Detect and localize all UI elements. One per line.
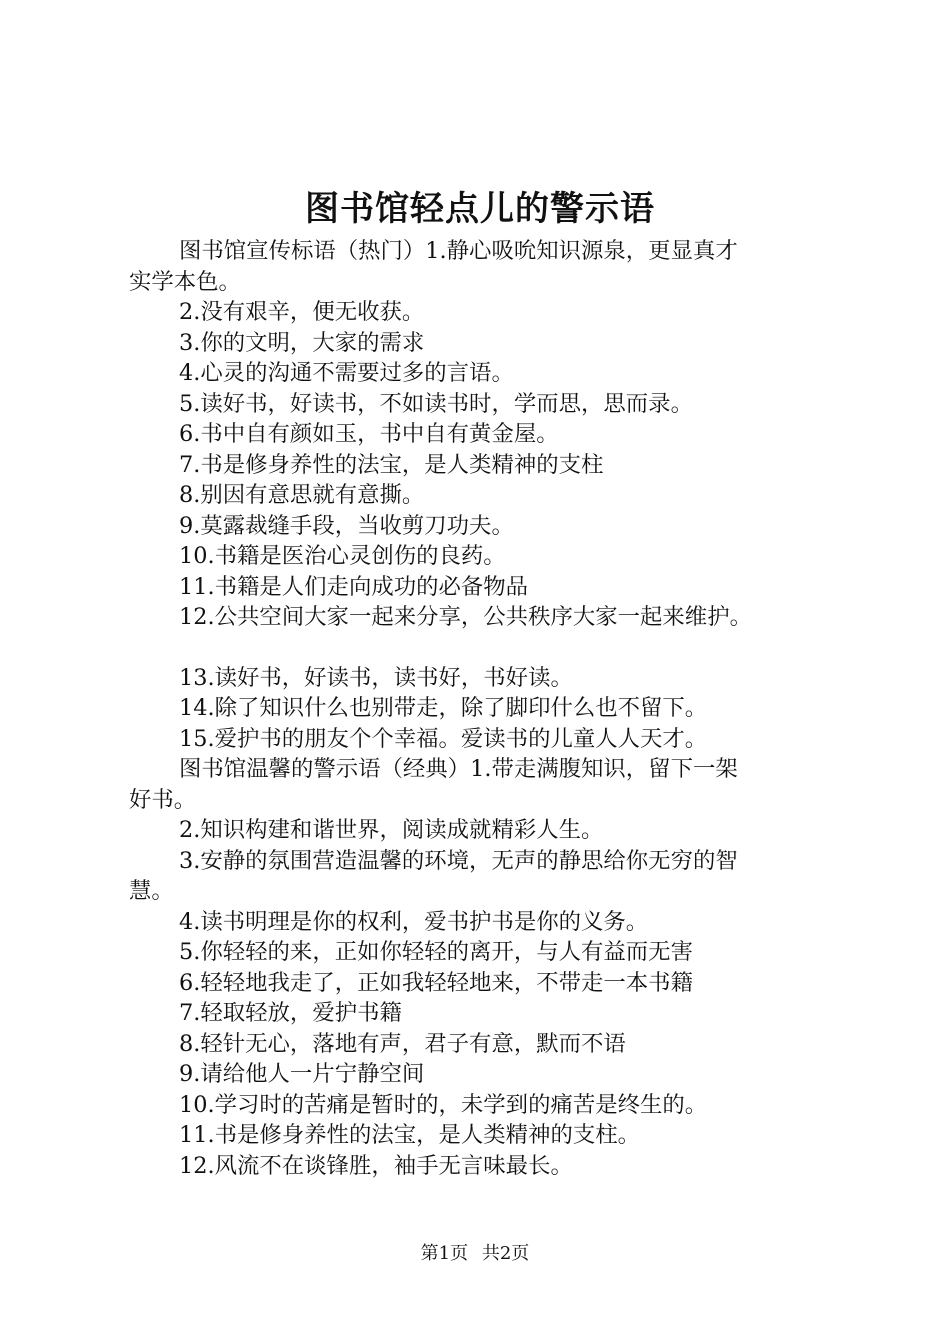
section2-intro-line2: 好书。 bbox=[129, 786, 197, 813]
section2-item3-line1: 3.安静的氛围营造温馨的环境，无声的静思给你无穷的智 bbox=[179, 847, 738, 874]
section1-item: 8.别因有意思就有意撕。 bbox=[179, 482, 425, 508]
section1-item: 7.书是修身养性的法宝，是人类精神的支柱 bbox=[179, 451, 604, 478]
section2-intro-line1: 图书馆温馨的警示语（经典）1.带走满腹知识，留下一架 bbox=[179, 756, 738, 782]
section1-item: 9.莫露裁缝手段，当收剪刀功夫。 bbox=[179, 512, 514, 539]
section2-item: 7.轻取轻放，爱护书籍 bbox=[179, 1000, 402, 1026]
section2-item: 6.轻轻地我走了，正如我轻轻地来，不带走一本书籍 bbox=[179, 969, 693, 996]
section2-item: 9.请给他人一片宁静空间 bbox=[179, 1061, 425, 1087]
document-body bbox=[129, 236, 839, 1181]
section2-item: 11.书是修身养性的法宝，是人类精神的支柱。 bbox=[179, 1122, 641, 1148]
section2-item: 5.你轻轻的来，正如你轻轻的离开，与人有益而无害 bbox=[179, 939, 693, 965]
section1-item: 15.爱护书的朋友个个幸福。爱读书的儿童人人天才。 bbox=[179, 725, 708, 752]
section1-intro-line2: 实学本色。 bbox=[129, 268, 241, 295]
section2-item: 8.轻针无心，落地有声，君子有意，默而不语 bbox=[179, 1030, 626, 1057]
section1-item: 10.书籍是医治心灵创伤的良药。 bbox=[179, 543, 506, 569]
page-number-current: 第1页 bbox=[420, 1243, 469, 1264]
section1-item: 11.书籍是人们走向成功的必备物品 bbox=[179, 573, 529, 600]
section1-item: 12.公共空间大家一起来分享，公共秩序大家一起来维护。 bbox=[179, 604, 752, 630]
section1-intro-line1: 图书馆宣传标语（热门）1.静心吸吮知识源泉，更显真才 bbox=[179, 238, 738, 264]
section1-item: 4.心灵的沟通不需要过多的言语。 bbox=[179, 360, 514, 386]
section2-item3-line2: 慧。 bbox=[129, 878, 174, 904]
section2-item: 10.学习时的苦痛是暂时的，未学到的痛苦是终生的。 bbox=[179, 1091, 708, 1118]
section2-item: 4.读书明理是你的权利，爱书护书是你的义务。 bbox=[179, 908, 649, 935]
section1-item: 13.读好书，好读书，读书好，书好读。 bbox=[179, 664, 573, 691]
page-footer bbox=[0, 1242, 950, 1266]
section1-item: 14.除了知识什么也别带走，除了脚印什么也不留下。 bbox=[179, 695, 708, 721]
document-title: 图书馆轻点儿的警示语 bbox=[305, 189, 655, 229]
section1-item: 3.你的文明，大家的需求 bbox=[179, 329, 425, 356]
section1-item: 5.读好书，好读书，不如读书时，学而思，思而录。 bbox=[179, 390, 693, 417]
section2-item: 2.知识构建和谐世界，阅读成就精彩人生。 bbox=[179, 817, 604, 843]
page-number-total: 共2页 bbox=[481, 1243, 530, 1264]
section2-item: 12.风流不在谈锋胜，袖手无言味最长。 bbox=[179, 1152, 573, 1179]
section1-item: 2.没有艰辛，便无收获。 bbox=[179, 299, 425, 325]
section1-item: 6.书中自有颜如玉，书中自有黄金屋。 bbox=[179, 421, 559, 447]
